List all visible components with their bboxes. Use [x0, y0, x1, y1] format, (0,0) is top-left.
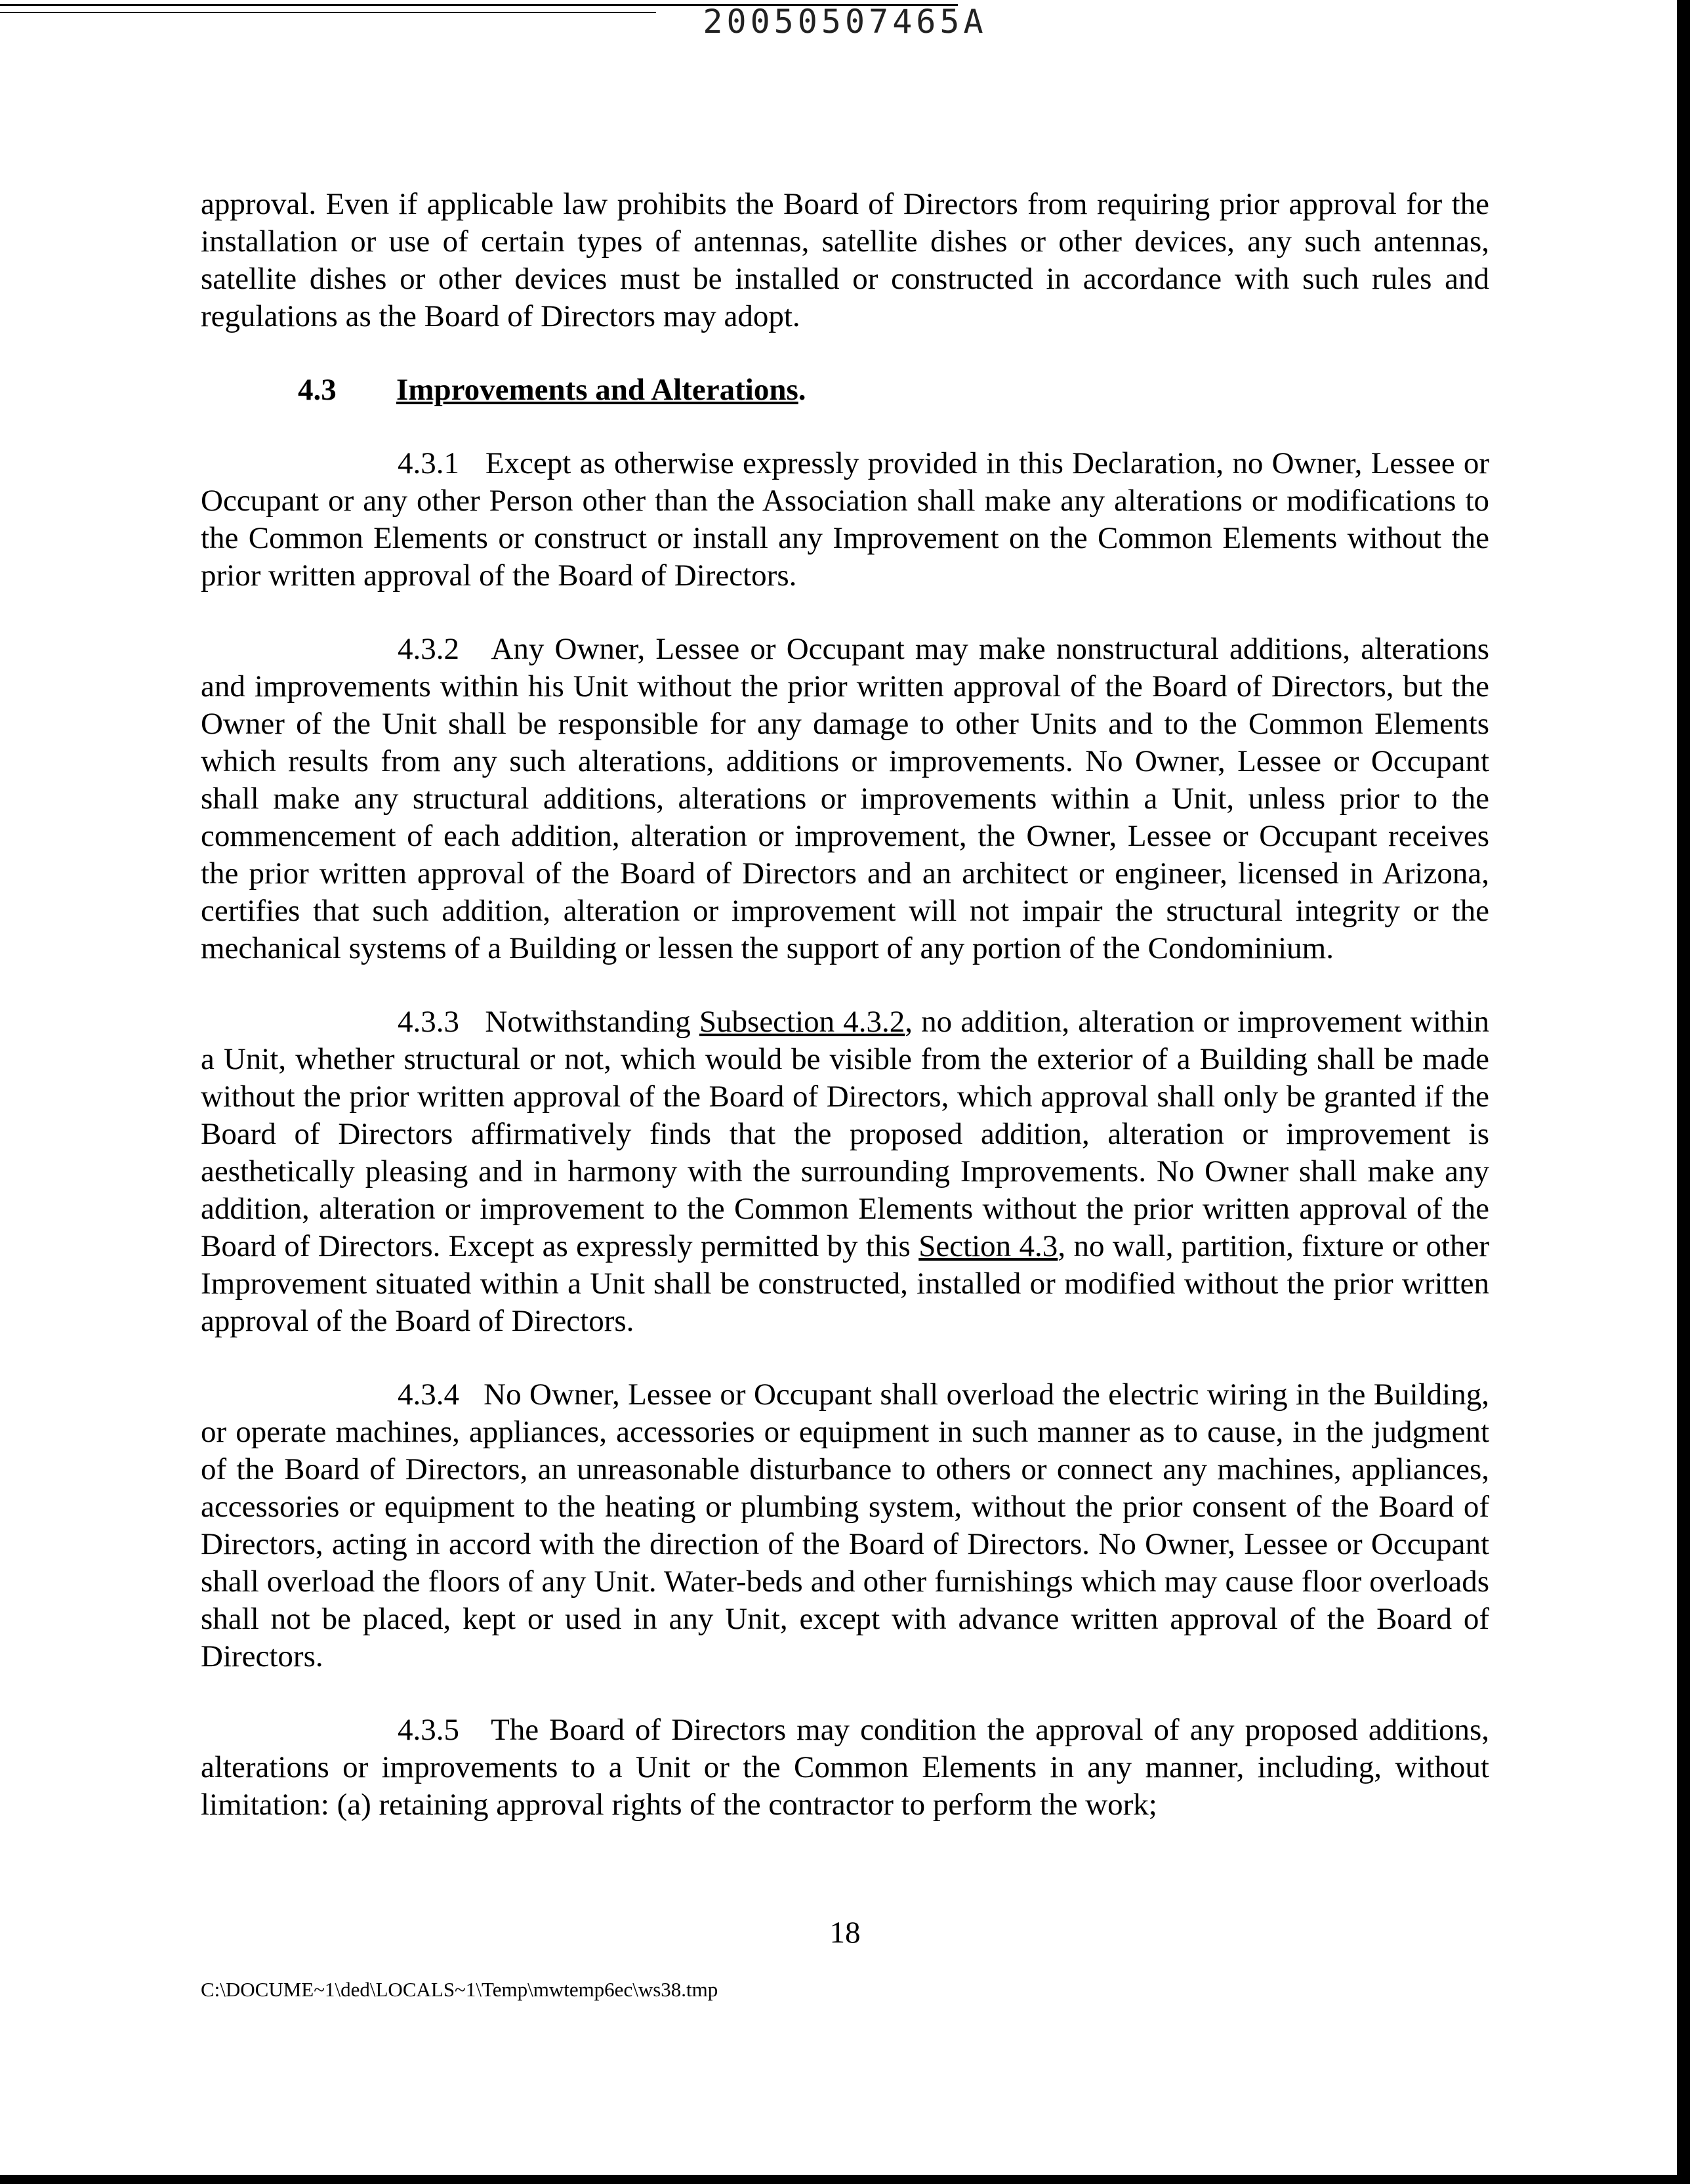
paragraph-number: 4.3.1: [398, 446, 459, 480]
scan-right-border: [1677, 0, 1690, 2184]
paragraph-text: , no addition, alteration or improvement within a Unit, whether structural or not, which would be visible from the exterior of a Building shall be made without the prior written approval of the Board of Directors, which approval shall only be granted if the Board of Directors affirmatively finds that the proposed addition, alteration or improvement is aesthetically pleasing and in harmony with the surrounding Improvements. No Owner shall make any addition, alteration or improvement to the Common Elements without the prior written approval of the Board of Directors. Except as expressly permitted by this: [201, 1005, 1489, 1263]
paragraph-intro: approval. Even if applicable law prohibits the Board of Directors from requiring prior approval for the installation or use of certain types of antennas, satellite dishes or other devices, any such antennas, satellite dishes or other devices must be installed or constructed in accordance with such rules and regulations as the Board of Directors may adopt.: [201, 187, 1489, 333]
paragraph-text: Notwithstanding: [485, 1005, 699, 1039]
file-path-footer: C:\DOCUME~1\ded\LOCALS~1\Temp\mwtemp6ec\ws38.tmp: [201, 1978, 718, 2001]
cross-reference-subsection: Subsection 4.3.2: [699, 1005, 905, 1039]
paragraph-text: The Board of Directors may condition the approval of any proposed additions, alterations or improvements to a Unit or the Common Elements in any manner, including, without limitation: (a) retaining approval rights of the contractor to perform the work;: [201, 1713, 1489, 1822]
page-number: 18: [829, 1916, 861, 1950]
document-id-stamp: 20050507465A: [703, 3, 987, 41]
paragraph-number: 4.3.5: [398, 1713, 459, 1747]
document-body: [201, 186, 1489, 1824]
paragraph-number: 4.3.4: [398, 1377, 459, 1412]
paragraph-number: 4.3.2: [398, 632, 459, 666]
section-heading: [201, 371, 1489, 409]
paragraph-4-3-4: [201, 1376, 1489, 1675]
paragraph-4-3-5: [201, 1712, 1489, 1824]
paragraph-text: Any Owner, Lessee or Occupant may make nonstructural additions, alterations and improvements within his Unit without the prior written approval of the Board of Directors, but the Owner of the Unit shall be responsible for any damage to other Units and to the Common Elements which results from any such alterations, additions or improvements. No Owner, Lessee or Occupant shall make any structural additions, alterations or improvements within a Unit, unless prior to the commencement of each addition, alteration or improvement, the Owner, Lessee or Occupant receives the prior written approval of the Board of Directors and an architect or engineer, licensed in Arizona, certifies that such addition, alteration or improvement will not impair the structural integrity or the mechanical systems of a Building or lessen the support of any portion of the Condominium.: [201, 632, 1489, 965]
scan-bottom-border: [0, 2175, 1690, 2184]
section-title: Improvements and Alterations: [396, 373, 798, 407]
section-number: 4.3: [298, 373, 337, 407]
paragraph-4-3-3: [201, 1003, 1489, 1340]
paragraph-text: , no wall, partition, fixture or other Improvement situated within a Unit shall be constructed, installed or modified without the prior written approval of the Board of Directors.: [201, 1229, 1489, 1338]
paragraph-text: Except as otherwise expressly provided in this Declaration, no Owner, Lessee or Occupant or any other Person other than the Association shall make any alterations or modifications to the Common Elements or construct or install any Improvement on the Common Elements without the prior written approval of the Board of Directors.: [201, 446, 1489, 593]
paragraph-4-3-2: [201, 631, 1489, 967]
cross-reference-section: Section 4.3: [918, 1229, 1058, 1263]
paragraph-number: 4.3.3: [398, 1005, 459, 1039]
paragraph-text: No Owner, Lessee or Occupant shall overload the electric wiring in the Building, or operate machines, appliances, accessories or equipment in such manner as to cause, in the judgment of the Board of Directors, an unreasonable disturbance to others or connect any machines, appliances, accessories or equipment to the heating or plumbing system, without the prior consent of the Board of Directors, acting in accord with the direction of the Board of Directors. No Owner, Lessee or Occupant shall overload the floors of any Unit. Water-beds and other furnishings which may cause floor overloads shall not be placed, kept or used in any Unit, except with advance written approval of the Board of Directors.: [201, 1377, 1489, 1673]
paragraph-4-3-1: [201, 445, 1489, 595]
section-title-period: .: [798, 373, 806, 407]
